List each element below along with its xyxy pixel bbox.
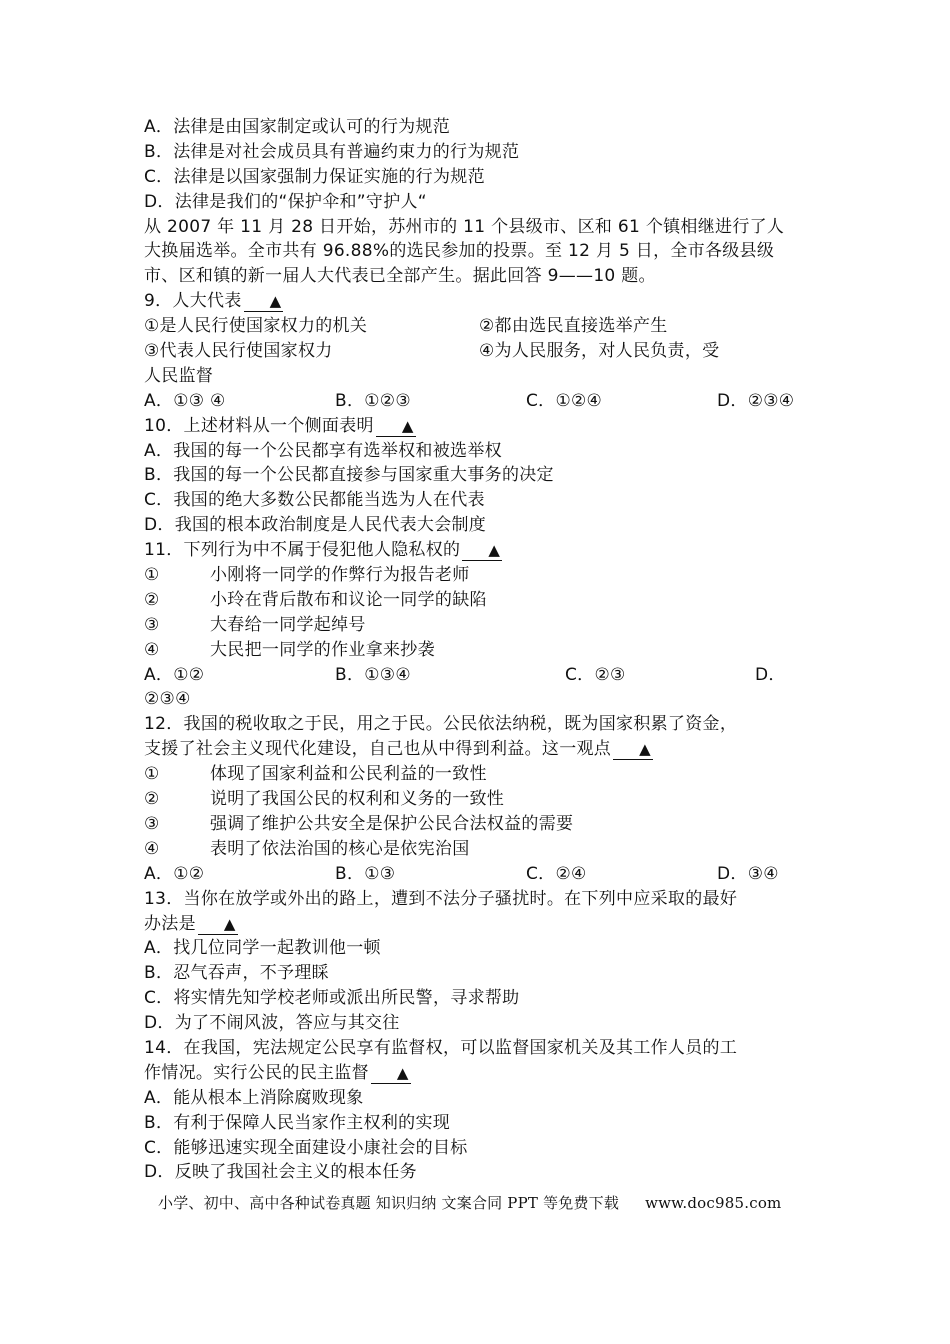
- option-d: D．我国的根本政治制度是人民代表大会制度: [144, 515, 487, 536]
- triangle-mark: ▲: [401, 416, 414, 435]
- option-a: A．我国的每一个公民都享有选举权和被选举权: [144, 440, 502, 461]
- option-b: B．法律是对社会成员具有普遍约束力的行为规范: [144, 141, 520, 162]
- statement: ① 体现了国家利益和公民利益的一致性: [144, 764, 487, 785]
- option-c: C．法律是以国家强制力保证实施的行为规范: [144, 166, 485, 187]
- statement: ④ 表明了依法治国的核心是依宪治国: [144, 838, 470, 859]
- option-d: D．: [755, 664, 786, 685]
- option-c: C．将实情先知学校老师或派出所民警，寻求帮助: [144, 988, 520, 1009]
- option-a: A．法律是由国家制定或认可的行为规范: [144, 117, 451, 137]
- material-line: 大换届选举。全市共有 96.88%的选民参加的投票。至 12 月 5 日，全市各级县级: [144, 241, 775, 262]
- option-c: C．②④: [526, 863, 587, 884]
- option-c: C．①②④: [526, 390, 603, 411]
- option-a: A．①③ ④: [144, 390, 226, 411]
- statement: ③ 强调了维护公共安全是保护公民合法权益的需要: [144, 813, 574, 834]
- page-footer: [158, 1192, 781, 1213]
- triangle-mark: ▲: [639, 740, 651, 759]
- question-9-options: [144, 389, 814, 414]
- statement: ④为人民服务，对人民负责，受: [479, 341, 720, 362]
- option-c: C．能够迅速实现全面建设小康社会的目标: [144, 1137, 468, 1158]
- triangle-mark: ▲: [223, 914, 236, 933]
- statement: ①是人民行使国家权力的机关: [144, 316, 368, 337]
- footer-url[interactable]: www.doc985.com: [645, 1194, 782, 1212]
- triangle-mark: ▲: [269, 292, 282, 311]
- statement-wrap: 人民监督: [144, 365, 214, 386]
- material-line: 从 2007 年 11 月 28 日开始，苏州市的 11 个县级市、区和 61 个镇相继进行了人: [144, 216, 785, 237]
- question-9-statements: [144, 339, 814, 364]
- triangle-mark: ▲: [396, 1063, 409, 1082]
- statement: ④ 大民把一同学的作业拿来抄袭: [144, 639, 435, 660]
- question-12-stem: 12．我国的税收取之于民，用之于民。公民依法纳税，既为国家积累了资金，: [144, 714, 738, 735]
- statement: ②都由选民直接选举产生: [479, 316, 668, 337]
- option-a: A．找几位同学一起教训他一顿: [144, 938, 381, 959]
- option-a: A．①②: [144, 863, 205, 884]
- question-9-statements: [144, 314, 814, 339]
- question-9-stem: 9．人大代表 ▲: [144, 291, 282, 312]
- option-b: B．①②③: [335, 390, 411, 411]
- option-c: C．我国的绝大多数公民都能当选为人在代表: [144, 490, 485, 511]
- statement: ② 小玲在背后散布和议论一同学的缺陷: [144, 589, 487, 610]
- option-a: A．①②: [144, 664, 205, 685]
- option-b: B．①③④: [335, 664, 411, 685]
- option-b: B．有利于保障人民当家作主权利的实现: [144, 1112, 451, 1133]
- question-13-stem: 13．当你在放学或外出的路上，遭到不法分子骚扰时。在下列中应采取的最好: [144, 888, 738, 909]
- question-14-stem: 14．在我国，宪法规定公民享有监督权，可以监督国家机关及其工作人员的工: [144, 1037, 738, 1058]
- question-12-stem: 支援了社会主义现代化建设，自己也从中得到利益。这一观点 ▲: [144, 739, 651, 760]
- option-c: C．②③: [565, 664, 626, 685]
- answer-blank: [198, 914, 238, 935]
- option-d: D．②③④: [717, 390, 795, 411]
- statement: ③代表人民行使国家权力: [144, 341, 333, 362]
- material-line: 市、区和镇的新一届人大代表已全部产生。据此回答 9——10 题。: [144, 266, 656, 287]
- answer-blank: [371, 1063, 411, 1084]
- answer-blank: [462, 540, 502, 561]
- exam-page: [144, 115, 814, 1185]
- question-11-stem: 11．下列行为中不属于侵犯他人隐私权的 ▲: [144, 540, 501, 561]
- triangle-mark: ▲: [488, 541, 501, 560]
- option-d: D．为了不闹风波，答应与其交往: [144, 1013, 400, 1034]
- question-11-options: [144, 663, 814, 688]
- footer-text: 小学、初中、高中各种试卷真题 知识归纳 文案合同 PPT 等免费下载: [158, 1194, 620, 1212]
- question-14-stem: 作情况。实行公民的民主监督 ▲: [144, 1062, 409, 1083]
- answer-blank: [376, 416, 416, 437]
- option-a: A．能从根本上消除腐败现象: [144, 1087, 364, 1108]
- question-10-stem: 10．上述材料从一个侧面表明 ▲: [144, 415, 414, 436]
- option-d: D．③④: [717, 863, 779, 884]
- statement: ① 小刚将一同学的作弊行为报告老师: [144, 565, 470, 586]
- option-b: B．忍气吞声，不予理睬: [144, 963, 329, 984]
- statement: ③ 大春给一同学起绰号: [144, 614, 366, 635]
- question-12-options: [144, 862, 814, 887]
- option-d: D．法律是我们的“保护伞和”守护人“: [144, 191, 427, 212]
- statement: ② 说明了我国公民的权利和义务的一致性: [144, 789, 505, 810]
- option-d: D．反映了我国社会主义的根本任务: [144, 1162, 417, 1183]
- question-13-stem: 办法是 ▲: [144, 913, 236, 934]
- answer-blank: [244, 291, 284, 312]
- option-b: B．①③: [335, 863, 396, 884]
- option-b: B．我国的每一个公民都直接参与国家重大事务的决定: [144, 465, 554, 486]
- answer-blank: [613, 739, 653, 760]
- option-wrap: ②③④: [144, 689, 191, 710]
